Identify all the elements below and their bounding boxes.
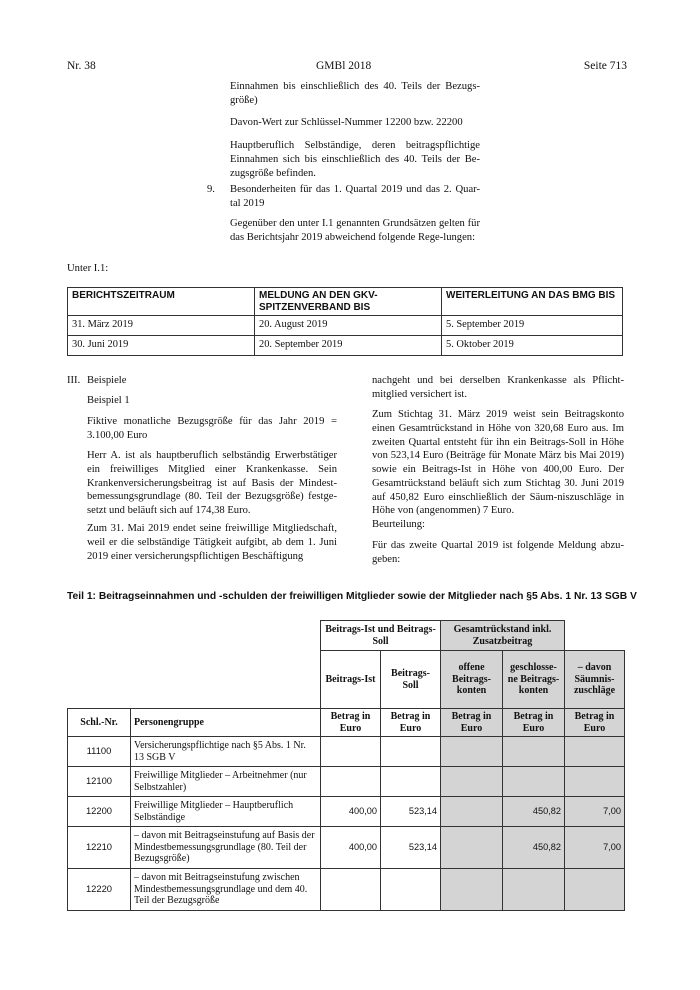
table-row — [68, 316, 623, 336]
table-cell: 20. September 2019 — [255, 336, 442, 356]
value-soll: 523,14 — [381, 827, 441, 869]
right-paragraph-1: nachgeht und bei derselben Krankenkasse als Pflicht-mitglied versichert ist. — [372, 375, 624, 400]
group-header-ist-soll: Beitrags-Ist und Beitrags-Soll — [321, 621, 441, 651]
value-geschlossen — [503, 737, 565, 767]
value-offen — [441, 767, 503, 797]
value-saeumnis — [565, 869, 625, 911]
top-paragraph-1: Einnahmen bis einschließlich des 40. Teils der Bezugs-größe) — [230, 81, 480, 106]
group-header-row — [68, 621, 625, 651]
value-saeumnis: 7,00 — [565, 827, 625, 869]
header-publication: GMBl 2018 — [316, 60, 372, 72]
unit-cell: Betrag in Euro — [565, 709, 625, 737]
contributions-table — [67, 620, 625, 911]
unit-cell: Betrag in Euro — [441, 709, 503, 737]
row-code: 12220 — [68, 869, 131, 911]
header-cell: MELDUNG AN DEN GKV-SPITZENVERBAND BIS — [255, 288, 442, 316]
item-number: 9. — [207, 184, 215, 195]
row-label: – davon mit Beitragseinstufung auf Basis der Mindestbemessungsgrundlage (80. Teil der Bezugsgröße) — [131, 827, 321, 869]
value-soll: 523,14 — [381, 797, 441, 827]
top-paragraph-3: Hauptberuflich Selbständige, deren beitragspflichtige Einnahmen sich bis einschließlich des 40. Teils der Be-zugsgröße befinden. — [230, 140, 480, 179]
table-header-row — [68, 288, 623, 316]
item-text: Besonderheiten für das 1. Quartal 2019 und das 2. Quar-tal 2019 — [230, 184, 480, 209]
row-label: Freiwillige Mitglieder – Hauptberuflich Selbständige — [131, 797, 321, 827]
sub-header-cell: Beitrags-Soll — [381, 651, 441, 709]
assessment-label: Beurteilung: — [372, 519, 425, 530]
table-cell: 5. Oktober 2019 — [442, 336, 623, 356]
reporting-schedule-table — [67, 287, 623, 356]
value-ist — [321, 869, 381, 911]
row-code: 12100 — [68, 767, 131, 797]
table-cell: 31. März 2019 — [68, 316, 255, 336]
value-offen — [441, 737, 503, 767]
header-page: Seite 713 — [583, 60, 627, 72]
right-paragraph-2: Zum Stichtag 31. März 2019 weist sein Beitragskonto einen Gesamtrückstand in Höhe von 320,68 Euro aus. Im zweiten Quartal entsteht für ihn ein Beitrags-Soll in Höhe von 523,14 Euro (Beiträge für Monate März bis Mai 2019) sowie ein Beitrags-Ist in Höhe von 400,00 Euro. Der Gesamtrückstand beläuft sich zum Stichtag 30. Juni 2019 auf 450,82 Euro einschließlich der Säum-niszuschläge in Höhe von (angenommen) 7 Euro. — [372, 409, 624, 517]
unit-cell: Betrag in Euro — [321, 709, 381, 737]
row-label: – davon mit Beitragseinstufung zwischen Mindestbemessungsgrundlage und dem 40. Teil der Bezugsgröße — [131, 869, 321, 911]
value-geschlossen — [503, 869, 565, 911]
col-header-personengruppe: Personengruppe — [131, 709, 321, 737]
header-issue: Nr. 38 — [67, 60, 96, 72]
sub-header-cell: Beitrags-Ist — [321, 651, 381, 709]
header-cell: BERICHTSZEITRAUM — [68, 288, 255, 316]
table-row — [68, 797, 625, 827]
value-offen — [441, 869, 503, 911]
value-offen — [441, 797, 503, 827]
table-row — [68, 737, 625, 767]
row-code: 12210 — [68, 827, 131, 869]
value-saeumnis: 7,00 — [565, 797, 625, 827]
sub-header-cell: offene Beitrags-konten — [441, 651, 503, 709]
left-paragraph-2: Herr A. ist als hauptberuflich selbständig Erwerbstätiger ein freiwilliges Mitglied einer Krankenkasse. Sein Krankenversicherungsbeitrag ist auf Basis der Mindest-bemessungsgrundlage (80. Teil der Bezugsgröße) festge-setzt und beläuft sich auf 174,38 Euro. — [87, 450, 337, 517]
top-paragraph-2: Davon-Wert zur Schlüssel-Nummer 12200 bzw. 22200 — [230, 117, 463, 128]
table-row — [68, 827, 625, 869]
value-ist: 400,00 — [321, 797, 381, 827]
part1-title: Teil 1: Beitragseinnahmen und -schulden der freiwilligen Mitglieder sowie der Mitglieder nach §5 Abs. 1 Nr. 13 SGB V — [67, 591, 637, 602]
top-paragraph-4: Gegenüber den unter I.1 genannten Grundsätzen gelten für das Berichtsjahr 2019 abweichend folgende Rege-lungen: — [230, 218, 480, 243]
header-cell: WEITERLEITUNG AN DAS BMG BIS — [442, 288, 623, 316]
section-number: III. — [67, 375, 81, 386]
value-soll — [381, 737, 441, 767]
table-row — [68, 767, 625, 797]
col-header-schl-nr: Schl.-Nr. — [68, 709, 131, 737]
left-paragraph-3: Zum 31. Mai 2019 endet seine freiwillige Mitgliedschaft, weil er die selbständige Tätigkeit aufgibt, ab dem 1. Juni 2019 einer versicherungspflichtigen Beschäftigung — [87, 523, 337, 562]
value-geschlossen — [503, 767, 565, 797]
sub-header-cell: geschlosse-ne Beitrags-konten — [503, 651, 565, 709]
unit-cell: Betrag in Euro — [503, 709, 565, 737]
example-title: Beispiel 1 — [87, 395, 130, 406]
row-code: 11100 — [68, 737, 131, 767]
sub-header-cell: – davon Säumnis-zuschläge — [565, 651, 625, 709]
value-geschlossen: 450,82 — [503, 797, 565, 827]
value-saeumnis — [565, 737, 625, 767]
value-soll — [381, 767, 441, 797]
value-soll — [381, 869, 441, 911]
value-ist — [321, 737, 381, 767]
unit-cell: Betrag in Euro — [381, 709, 441, 737]
section-title: Beispiele — [87, 375, 127, 386]
left-paragraph-1: Fiktive monatliche Bezugsgröße für das Jahr 2019 = 3.100,00 Euro — [87, 416, 337, 441]
unter-label: Unter I.1: — [67, 263, 109, 274]
row-label: Freiwillige Mitglieder – Arbeitnehmer (nur Selbstzahler) — [131, 767, 321, 797]
value-ist — [321, 767, 381, 797]
table-cell: 5. September 2019 — [442, 316, 623, 336]
table-cell: 30. Juni 2019 — [68, 336, 255, 356]
row-label: Versicherungspflichtige nach §5 Abs. 1 Nr. 13 SGB V — [131, 737, 321, 767]
table-cell: 20. August 2019 — [255, 316, 442, 336]
unit-header-row — [68, 709, 625, 737]
table-row — [68, 869, 625, 911]
value-ist: 400,00 — [321, 827, 381, 869]
row-code: 12200 — [68, 797, 131, 827]
right-paragraph-4: Für das zweite Quartal 2019 ist folgende Meldung abzu-geben: — [372, 540, 624, 565]
group-header-gesamtrueckstand: Gesamtrückstand inkl. Zusatzbeitrag — [441, 621, 565, 651]
value-saeumnis — [565, 767, 625, 797]
table-row — [68, 336, 623, 356]
value-offen — [441, 827, 503, 869]
value-geschlossen: 450,82 — [503, 827, 565, 869]
